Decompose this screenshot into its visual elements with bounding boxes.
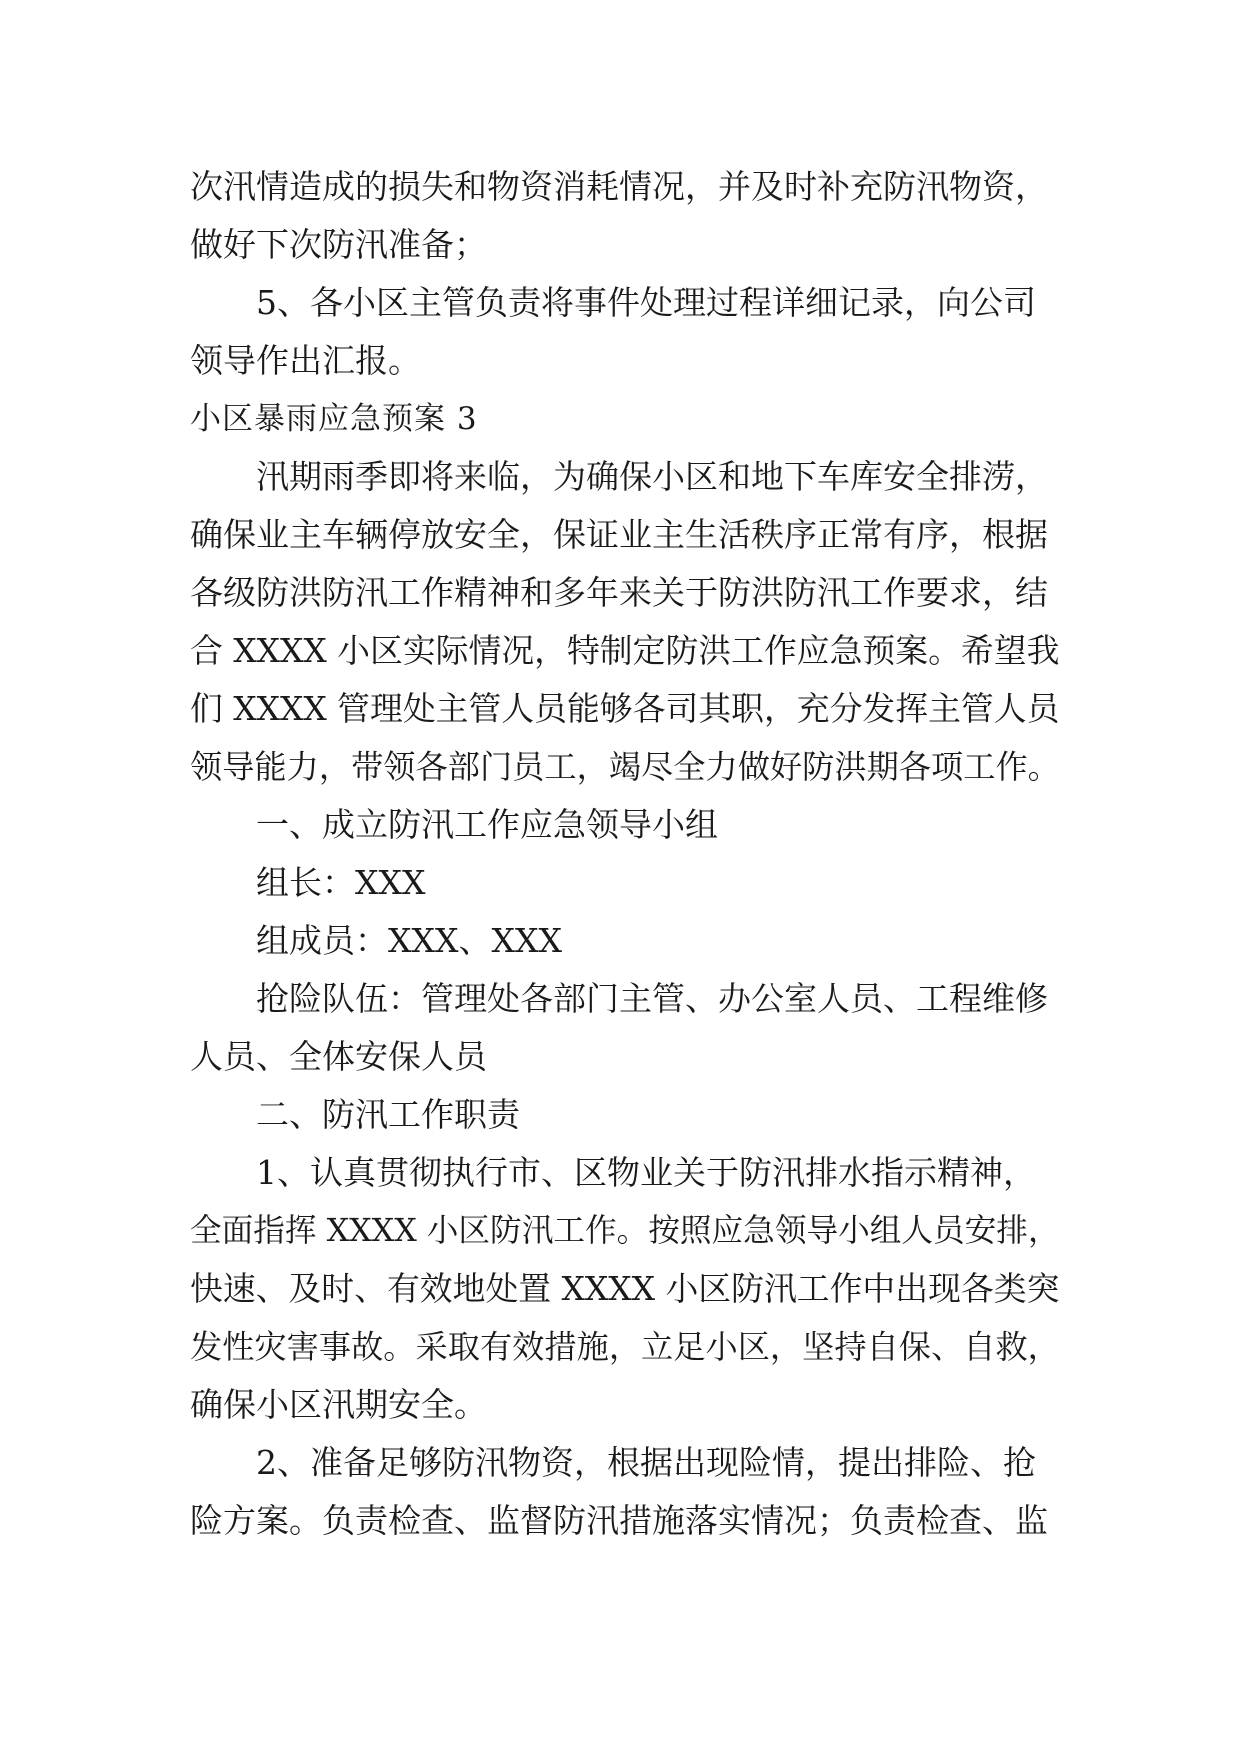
body-line: 做好下次防汛准备； [190,225,487,264]
paragraph-line: 5、各小区主管负责将事件处理过程详细记录，向公司 [256,283,1036,322]
paragraph-line: 2、准备足够防汛物资，根据出现险情，提出排险、抢 [256,1443,1036,1482]
subheading: 一、成立防汛工作应急领导小组 [256,805,718,844]
body-line: 合 XXXX 小区实际情况，特制定防洪工作应急预案。希望我 [190,632,1060,670]
body-line: 领导作出汇报。 [190,341,421,380]
paragraph-line: 1、认真贯彻执行市、区物业关于防汛排水指示精神， [256,1153,1036,1192]
body-line: 领导能力，带领各部门员工，竭尽全力做好防洪期各项工作。 [190,748,1060,786]
body-line: 各级防洪防汛工作精神和多年来关于防洪防汛工作要求，结 [190,573,1048,612]
body-line: 次汛情造成的损失和物资消耗情况，并及时补充防汛物资， [190,167,1048,206]
body-line: 发性灾害事故。采取有效措施，立足小区，坚持自保、自救， [190,1328,1060,1366]
leader-line: 组长：XXX [256,863,426,902]
body-line: 们 XXXX 管理处主管人员能够各司其职，充分发挥主管人员 [190,690,1060,728]
body-line: 人员、全体安保人员 [190,1037,487,1076]
body-line: 快速、及时、有效地处置 XXXX 小区防汛工作中出现各类突 [190,1270,1060,1308]
members-line: 组成员：XXX、XXX [256,921,562,960]
body-line: 确保小区汛期安全。 [190,1385,487,1424]
paragraph-line: 抢险队伍：管理处各部门主管、办公室人员、工程维修 [256,979,1048,1018]
section-title: 小区暴雨应急预案 3 [190,401,478,437]
paragraph-line: 汛期雨季即将来临，为确保小区和地下车库安全排涝， [256,457,1048,496]
body-line: 险方案。负责检查、监督防汛措施落实情况；负责检查、监 [190,1501,1048,1540]
body-line: 全面指挥 XXXX 小区防汛工作。按照应急领导小组人员安排， [190,1213,1060,1249]
subheading: 二、防汛工作职责 [256,1095,520,1134]
body-line: 确保业主车辆停放安全，保证业主生活秩序正常有序，根据 [190,515,1048,554]
